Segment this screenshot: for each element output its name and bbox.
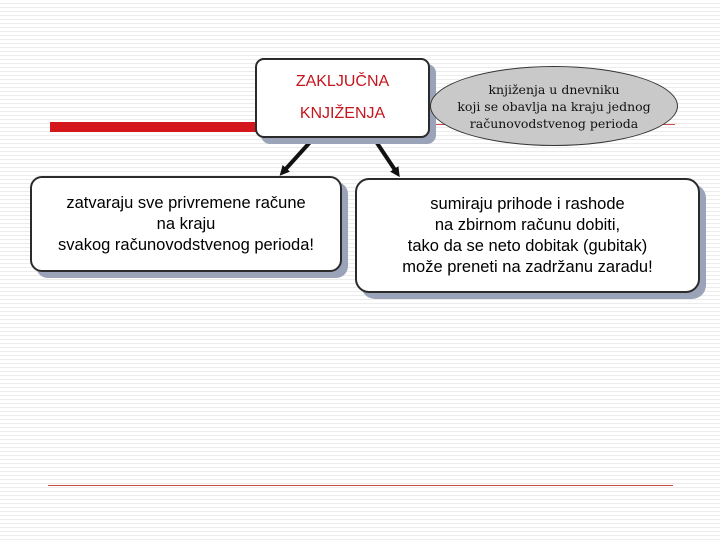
right-line-2: na zbirnom računu dobiti, [434, 215, 621, 234]
left-line-3: svakog računovodstvenog perioda! [58, 235, 314, 254]
right-line-1: sumiraju prihode i rashode [430, 194, 625, 213]
left-description-box [30, 176, 342, 272]
right-line-4: može preneti na zadržanu zaradu! [402, 257, 653, 276]
arrow-to-left-box [283, 140, 312, 172]
right-line-3: tako da se neto dobitak (gubitak) [407, 236, 648, 255]
left-line-2: na kraju [156, 214, 216, 233]
right-description-box [355, 178, 700, 293]
note-oval [430, 66, 678, 146]
left-line-1: zatvaraju sve privremene račune [66, 193, 306, 212]
bottom-rule [48, 485, 673, 486]
note-line-1: knjiženja u dnevniku [488, 81, 620, 97]
title-line-1: ZAKLJUČNA [295, 73, 390, 90]
arrow-to-right-box [375, 140, 397, 173]
note-line-2: koji se obavlja na kraju jednog [457, 98, 651, 114]
title-box [255, 58, 430, 138]
red-accent-bar [50, 122, 265, 132]
note-line-3: računovodstvenog perioda [469, 115, 639, 131]
title-line-2: KNJIŽENJA [299, 105, 386, 122]
